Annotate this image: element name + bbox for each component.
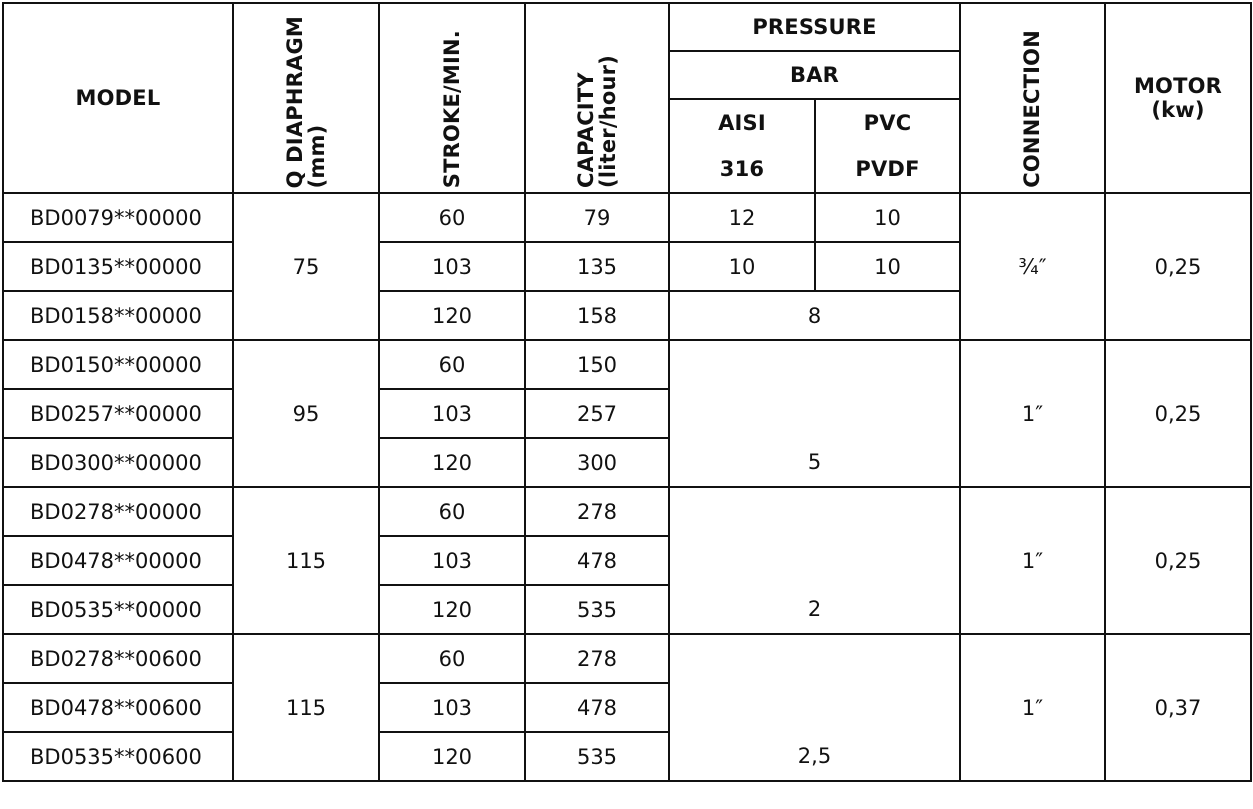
model-cell: BD0278**00600 <box>3 634 233 683</box>
bar-header: BAR <box>669 51 960 99</box>
aisi-header: AISI 316 <box>669 99 815 193</box>
bar-cell: 5 <box>669 340 960 487</box>
model-cell: BD0478**00600 <box>3 683 233 732</box>
bar-cell: 8 <box>669 291 960 340</box>
capacity-cell: 278 <box>525 487 669 536</box>
diaphragm-cell: 75 <box>233 193 379 340</box>
diaphragm-cell: 95 <box>233 340 379 487</box>
diaphragm-header: Q DIAPHRAGM (mm) <box>233 3 379 193</box>
aisi-cell: 10 <box>669 242 815 291</box>
model-cell: BD0300**00000 <box>3 438 233 487</box>
capacity-cell: 478 <box>525 536 669 585</box>
table-row <box>3 487 1251 536</box>
motor-cell: 0,25 <box>1105 487 1251 634</box>
stroke-cell: 103 <box>379 536 525 585</box>
capacity-cell: 478 <box>525 683 669 732</box>
model-cell: BD0079**00000 <box>3 193 233 242</box>
table-row <box>3 340 1251 389</box>
connection-cell: 1″ <box>960 487 1105 634</box>
stroke-cell: 60 <box>379 634 525 683</box>
diaphragm-cell: 115 <box>233 487 379 634</box>
capacity-cell: 79 <box>525 193 669 242</box>
capacity-cell: 535 <box>525 732 669 781</box>
motor-cell: 0,25 <box>1105 193 1251 340</box>
diaphragm-cell: 115 <box>233 634 379 781</box>
model-cell: BD0257**00000 <box>3 389 233 438</box>
model-cell: BD0135**00000 <box>3 242 233 291</box>
model-cell: BD0535**00600 <box>3 732 233 781</box>
pvc-cell: 10 <box>815 193 960 242</box>
stroke-cell: 60 <box>379 193 525 242</box>
stroke-cell: 120 <box>379 438 525 487</box>
table-row <box>3 634 1251 683</box>
capacity-cell: 158 <box>525 291 669 340</box>
stroke-cell: 120 <box>379 291 525 340</box>
pressure-header: PRESSURE <box>669 3 960 51</box>
stroke-cell: 60 <box>379 340 525 389</box>
model-cell: BD0278**00000 <box>3 487 233 536</box>
pvc-header: PVC PVDF <box>815 99 960 193</box>
pvc-cell: 10 <box>815 242 960 291</box>
model-cell: BD0478**00000 <box>3 536 233 585</box>
bar-cell: 2 <box>669 487 960 634</box>
motor-header: MOTOR (kw) <box>1105 3 1251 193</box>
stroke-cell: 120 <box>379 585 525 634</box>
aisi-cell: 12 <box>669 193 815 242</box>
stroke-header: STROKE/MIN. <box>379 3 525 193</box>
stroke-cell: 120 <box>379 732 525 781</box>
stroke-cell: 60 <box>379 487 525 536</box>
connection-cell: 1″ <box>960 634 1105 781</box>
capacity-cell: 278 <box>525 634 669 683</box>
capacity-header: CAPACITY (liter/hour) <box>525 3 669 193</box>
capacity-cell: 150 <box>525 340 669 389</box>
model-cell: BD0158**00000 <box>3 291 233 340</box>
stroke-cell: 103 <box>379 242 525 291</box>
pump-spec-table <box>2 2 1252 782</box>
motor-cell: 0,25 <box>1105 340 1251 487</box>
stroke-cell: 103 <box>379 683 525 732</box>
bar-cell: 2,5 <box>669 634 960 781</box>
stroke-cell: 103 <box>379 389 525 438</box>
capacity-cell: 535 <box>525 585 669 634</box>
capacity-cell: 257 <box>525 389 669 438</box>
model-cell: BD0535**00000 <box>3 585 233 634</box>
connection-cell: 1″ <box>960 340 1105 487</box>
motor-cell: 0,37 <box>1105 634 1251 781</box>
model-cell: BD0150**00000 <box>3 340 233 389</box>
model-header: MODEL <box>3 3 233 193</box>
table-row <box>3 193 1251 242</box>
capacity-cell: 300 <box>525 438 669 487</box>
capacity-cell: 135 <box>525 242 669 291</box>
connection-cell: ¾″ <box>960 193 1105 340</box>
connection-header: CONNECTION <box>960 3 1105 193</box>
